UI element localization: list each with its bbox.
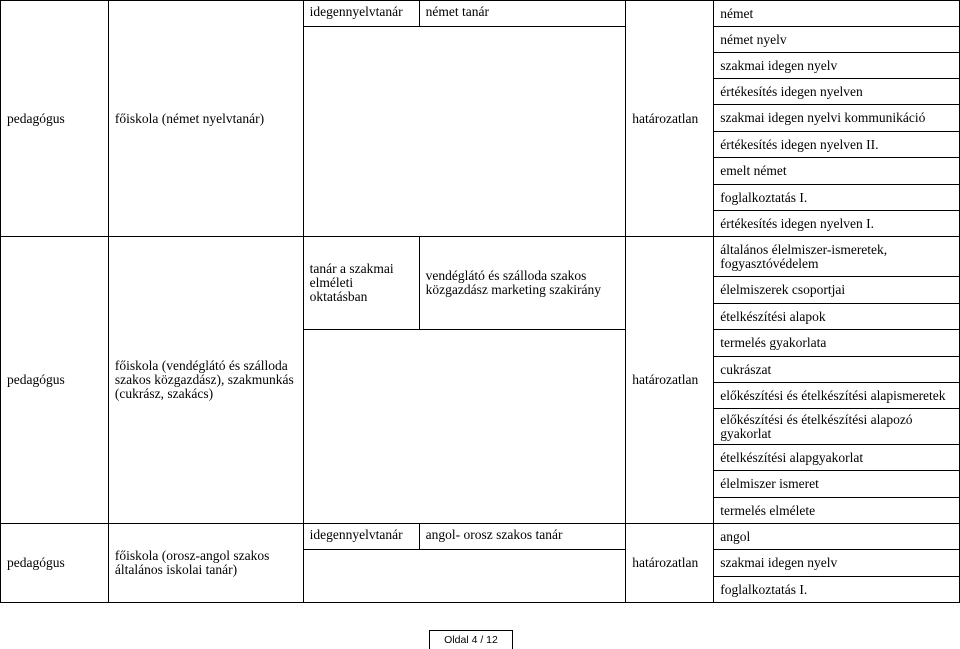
table-cell: pedagógus (1, 237, 109, 524)
list-item: termelés elmélete (714, 498, 960, 524)
table-cell: pedagógus (1, 1, 109, 237)
list-item: termelés gyakorlata (714, 330, 960, 357)
list-item: ételkészítési alapok (714, 304, 960, 330)
list-item: általános élelmiszer-ismeretek, fogyasztóvédelem (714, 237, 960, 277)
table-cell: tanár a szakmai elméleti oktatásban (303, 237, 419, 330)
list-item: szakmai idegen nyelv (714, 550, 960, 577)
table-cell (303, 330, 626, 524)
list-item: foglalkoztatás I. (714, 577, 960, 603)
list-item: előkészítési és ételkészítési alapozó gyakorlat (714, 409, 960, 445)
list-item: előkészítési és ételkészítési alapismeretek (714, 383, 960, 409)
page-number: Oldal 4 / 12 (429, 630, 513, 649)
table-cell: pedagógus (1, 524, 109, 603)
list-item: értékesítés idegen nyelven (714, 79, 960, 105)
list-item: angol (714, 524, 960, 550)
table-cell: német tanár (419, 1, 626, 27)
list-item: szakmai idegen nyelvi kommunikáció (714, 105, 960, 132)
table-cell: idegennyelvtanár (303, 1, 419, 27)
table-cell: vendéglátó és szálloda szakos közgazdász marketing szakirány (419, 237, 626, 330)
table-cell: főiskola (vendéglátó és szálloda szakos közgazdász), szakmunkás (cukrász, szakács) (108, 237, 303, 524)
list-item: élelmiszerek csoportjai (714, 277, 960, 304)
list-item: ételkészítési alapgyakorlat (714, 445, 960, 471)
table-cell (303, 550, 626, 603)
table-cell: határozatlan (626, 524, 714, 603)
list-item: élelmiszer ismeret (714, 471, 960, 498)
list-item: cukrászat (714, 357, 960, 383)
table-cell: főiskola (orosz-angol szakos általános iskolai tanár) (108, 524, 303, 603)
list-item: emelt német (714, 158, 960, 185)
list-item: értékesítés idegen nyelven I. (714, 211, 960, 237)
list-item: német nyelv (714, 27, 960, 53)
list-item: szakmai idegen nyelv (714, 53, 960, 79)
table-cell: határozatlan (626, 237, 714, 524)
list-item: német (714, 1, 960, 27)
table-cell: idegennyelvtanár (303, 524, 419, 550)
list-item: értékesítés idegen nyelven II. (714, 132, 960, 158)
table-cell: határozatlan (626, 1, 714, 237)
table-cell (303, 27, 626, 237)
table-cell: angol- orosz szakos tanár (419, 524, 626, 550)
list-item: foglalkoztatás I. (714, 185, 960, 211)
table-cell: főiskola (német nyelvtanár) (108, 1, 303, 237)
